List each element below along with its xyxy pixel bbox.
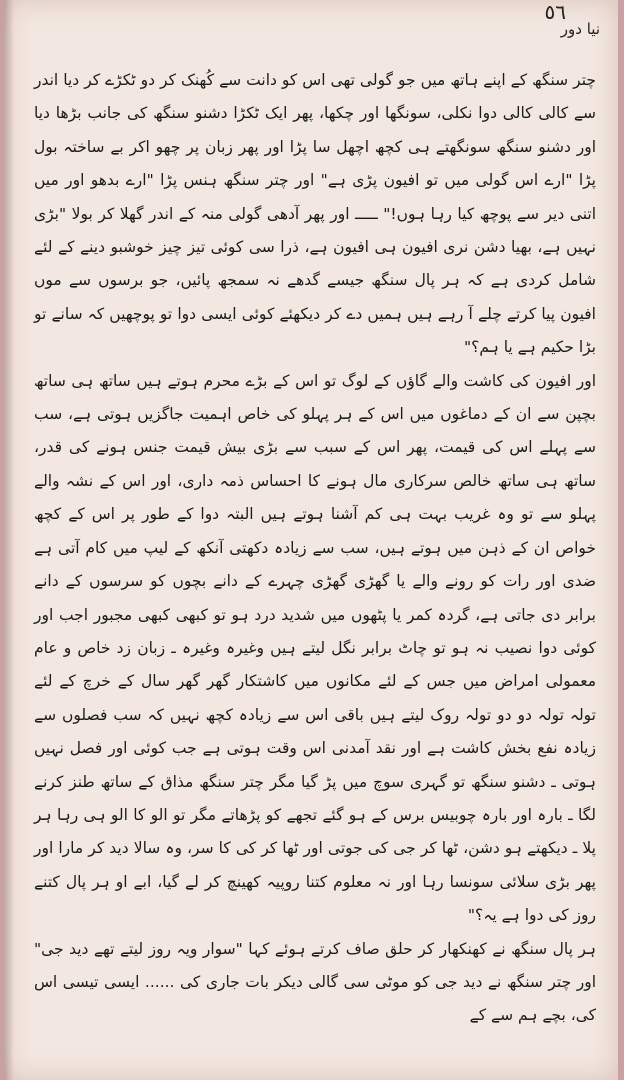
body-text xyxy=(34,64,596,1033)
page-number: ٥٦ xyxy=(544,0,566,24)
paragraph-1: چتر سنگھ کے اپنے ہاتھ میں جو گولی تھی اس کو دانت سے کُھنک کر دو ٹکڑے کر دیا اندر سے کالی کالی دوا نکلی، سونگھا اور چکھا، پھر ایک ٹکڑا دشنو سنگھ کی جانب بڑھا دیا اور دشنو سنگھ سونگھتے ہی کچھ اچھل سا پڑا اور پھر زبان پر چھو اکر بے ساختہ بول پڑا "ارے اس گولی میں تو افیون پڑی ہے" اور چتر سنگھ ہنس پڑا "ارے بدھو اور میں اتنی دیر سے پوچھ کیا رہا ہوں!" ـــــ اور پھر آدھی گولی منہ کے اندر گھلا کر بولا "بڑی نہیں ہے، بھیا دشن نری افیون ہی افیون ہے، ذرا سی کوئی تیز چیز خوشبو دینے کے لئے شامل کردی ہے کہ ہر پال سنگھ جیسے گدھے نہ سمجھ پائیں، جو برسوں سے موں افیون پیا کرتے چلے آ رہے ہیں ہمیں دے کر دیکھئے کوئی ایسی دوا تو پوچھیں کہ سانے تو بڑا حکیم ہے یا ہم؟" xyxy=(34,71,596,357)
book-page xyxy=(4,0,618,1080)
paragraph-3: ہر پال سنگھ نے کھنکھار کر حلق صاف کرتے ہوئے کہا "سوار ویہ روز لیتے تھے دید جی" اور چتر سنگھ نے دید جی کو موٹی سی گالی دیکر بات جاری کی ...... ایسی تیسی اس کی، بچے ہم سے کے xyxy=(34,939,596,1025)
paragraph-2: اور افیون کی کاشت والے گاؤں کے لوگ تو اس کے بڑے محرم ہوتے ہیں ساتھ ہی ساتھ بچپن سے ان کے دماغوں میں اس کے ہر پہلو کی خاص اہمیت جاگزیں ہوتی ہے، سب سے پہلے اس کی قیمت، پھر اس کے سبب سے بڑی بیش قیمت جنس ہونے کی قدر، ساتھ ہی ساتھ خالص سرکاری مال ہونے کا احساس ذمہ داری، اور اس کے نشہ والے پہلو سے تو وہ غریب بہت ہی کم آشنا ہوتے ہیں البتہ دوا کے طور پر اس کے کچھ خواص ان کے ذہن میں ہوتے ہیں، سب سے زیادہ دکھتی آنکھ کے لیپ میں کام آتی ہے ضدی اور رات کو رونے والے یا گھڑی گھڑی چہرے کے دانے بچوں کو سرسوں کے دانے برابر دی جاتی ہے، گردہ کمر یا پٹھوں میں شدید درد ہو تو کبھی کبھی مجبور اجب اور کوئی دوا نصیب نہ ہو تو چاٹ برابر نگل لیتے ہیں وغیرہ وغیرہ ـ زبان زد خاص و عام معمولی امراض میں جس کے لئے مکانوں میں کاشتکار گھر گھر سال کے خرچ کے لئے تولہ تولہ دو دو تولہ روک لیتے ہیں باقی اس سے زیادہ کچھ نہیں کہ سب فصلوں سے زیادہ نفع بخش کاشت ہے اور نقد آمدنی اس وقت ہوتی ہے جب کوئی اور فصل نہیں ہوتی ـ دشنو سنگھ تو گہری سوچ میں پڑ گیا مگر چتر سنگھ مذاق کے ساتھ طنز کرنے لگا ـ بارہ اور بارہ چوبیس برس کے ہو گئے تجھے کو پڑھاتے مگر تو الو کا الو ہی رہا ہر پلا ـ دیکھتے ہو دشن، ٹھا کر جی کی جوتی اور ٹھا کر کی کا سر، وہ سالا دید کر مارا اور پھر بڑی سلائی سونسا رہا اور نہ معلوم کتنا روپیہ کھینچ کر لے گیا، ابے او ہر پال کتنے روز کی دوا ہے یہ؟" xyxy=(34,371,596,925)
page-gutter-shadow xyxy=(4,0,14,1080)
running-header: نیا دور xyxy=(560,20,600,38)
